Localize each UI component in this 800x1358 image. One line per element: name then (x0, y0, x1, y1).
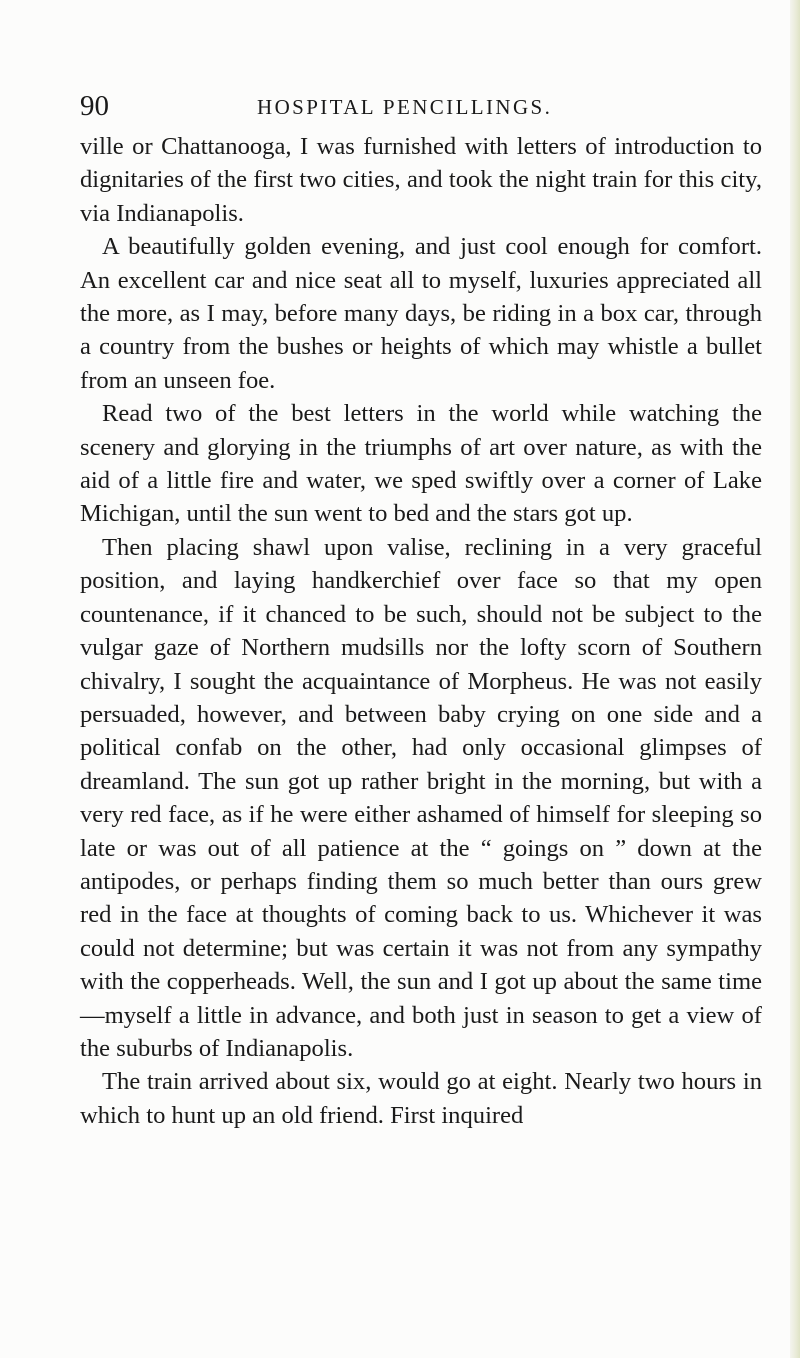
page-number: 90 (80, 90, 109, 122)
page-edge (790, 0, 800, 1358)
running-title: HOSPITAL PENCILLINGS. (257, 95, 553, 119)
running-head (0, 86, 800, 126)
paragraph-5: The train arrived about six, would go at eight. Nearly two hours in which to hunt up an old friend. First inquired (80, 1068, 762, 1129)
paragraph-1: ville or Chattanooga, I was furnished with letters of introduction to dignitaries of the first two cities, and took the night train for this city, via Indianapolis. (80, 133, 762, 227)
paragraph-2: A beautifully golden evening, and just cool enough for comfort. An excellent car and nice seat all to myself, luxuries appreciated all the more, as I may, before many days, be riding in a box car, through a country from the bushes or heights of which may whistle a bullet from an unseen foe. (80, 233, 762, 394)
paragraph-3: Read two of the best letters in the world while watching the scenery and glorying in the triumphs of art over nature, as with the aid of a little fire and water, we sped swiftly over a corner of Lake Michigan, until the sun went to bed and the stars got up. (80, 400, 762, 528)
body-text (80, 130, 762, 1132)
paragraph-4: Then placing shawl upon valise, reclining in a very graceful position, and laying handkerchief over face so that my open countenance, if it chanced to be such, should not be subject to the vulgar gaze of Northern mudsills nor the lofty scorn of Southern chivalry, I sought the acquaintance of Morpheus. He was not easily persuaded, however, and between baby crying on one side and a political confab on the other, had only occasional glimpses of dreamland. The sun got up rather bright in the morning, but with a very red face, as if he were either ashamed of himself for sleeping so late or was out of all patience at the “ goings on ” down at the antipodes, or perhaps finding them so much better than ours grew red in the face at thoughts of coming back to us. Whichever it was could not determine; but was certain it was not from any sympathy with the copperheads. Well, the sun and I got up about the same time—myself a little in advance, and both just in season to get a view of the suburbs of Indianapolis. (80, 533, 762, 1062)
